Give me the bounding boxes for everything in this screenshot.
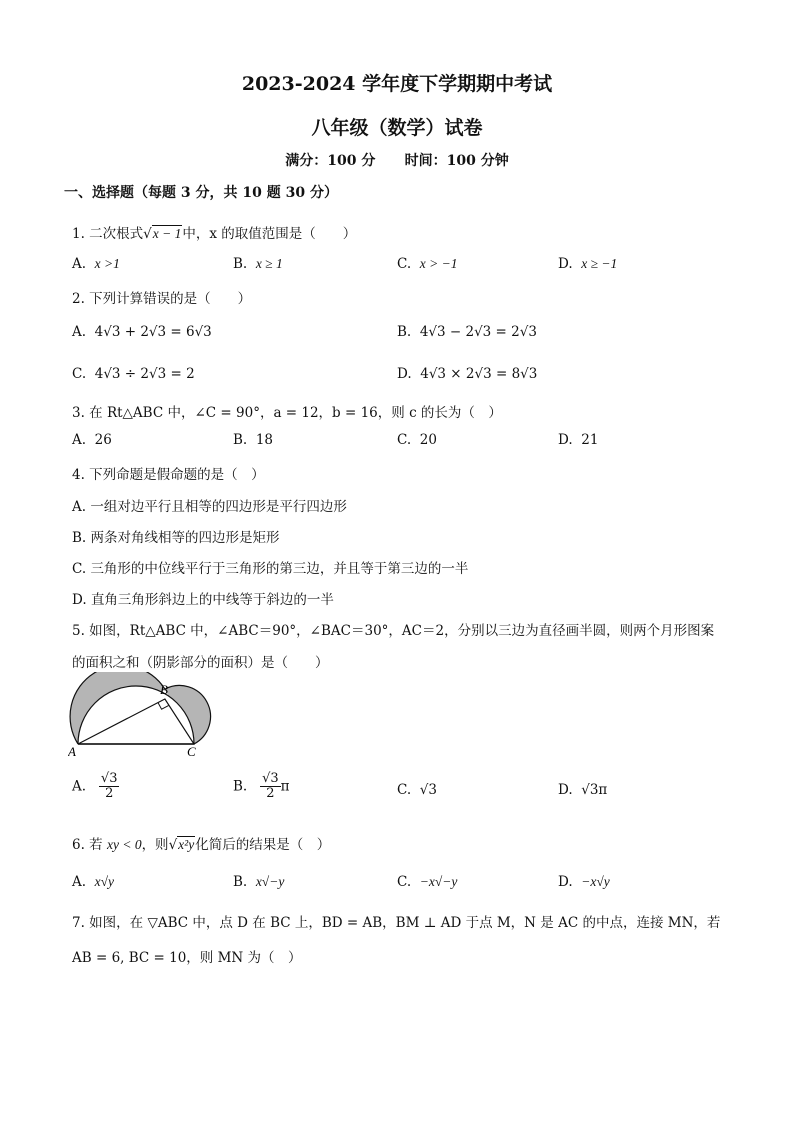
- option-text: x√−y: [255, 874, 285, 889]
- q6-option-c[interactable]: [397, 874, 457, 890]
- option-label: C.: [397, 874, 412, 890]
- option-label: C.: [397, 432, 412, 448]
- q3-option-c[interactable]: [397, 432, 437, 448]
- option-text: 18: [255, 432, 273, 448]
- option-text: 21: [581, 432, 599, 448]
- option-text: x ≥ −1: [581, 256, 618, 271]
- fraction: [260, 772, 281, 802]
- option-label: B.: [233, 256, 248, 272]
- option-text: x >1: [94, 256, 120, 271]
- q6-radical: √x²y: [168, 837, 195, 853]
- option-label: C.: [72, 561, 87, 577]
- option-text: x√y: [94, 874, 115, 889]
- q1-stem-pre: 1. 二次根式: [72, 226, 144, 242]
- q2-option-b[interactable]: [397, 324, 537, 340]
- exam-title: 2023-2024 学年度下学期期中考试: [241, 73, 553, 95]
- option-text: −x√−y: [419, 874, 458, 889]
- triangle-abc: [78, 699, 194, 744]
- q1-option-c[interactable]: [397, 256, 457, 272]
- q6-option-b[interactable]: [233, 874, 284, 890]
- q2-option-c[interactable]: [72, 366, 195, 382]
- fraction-numerator: √3: [100, 771, 118, 786]
- q1-option-b[interactable]: [233, 256, 283, 272]
- q4-option-c[interactable]: [72, 557, 468, 577]
- q5-option-a[interactable]: [72, 772, 119, 802]
- question-5-line2: 的面积之和（阴影部分的面积）是（ ）: [72, 655, 329, 671]
- q1-radicand: x − 1: [152, 226, 182, 241]
- option-text: x ≥ 1: [255, 256, 283, 271]
- option-label: A.: [72, 432, 87, 448]
- fraction-denominator: 2: [105, 786, 114, 802]
- option-text: 4√3 ÷ 2√3 = 2: [94, 366, 195, 382]
- option-label: C.: [397, 782, 412, 798]
- option-label: D.: [558, 256, 573, 272]
- option-label: A.: [72, 499, 87, 515]
- option-text: √3π: [581, 782, 608, 798]
- q3-option-d[interactable]: [558, 432, 598, 448]
- q5-option-c[interactable]: [397, 782, 437, 798]
- q3-option-b[interactable]: [233, 432, 273, 448]
- q2-option-d[interactable]: [397, 366, 537, 382]
- q6-radicand: x²y: [178, 837, 195, 852]
- question-6: [72, 833, 330, 853]
- option-text: 两条对角线相等的四边形是矩形: [90, 530, 280, 546]
- option-text: −x√y: [581, 874, 610, 889]
- q5-option-b[interactable]: [233, 772, 290, 802]
- pi-symbol: π: [280, 778, 290, 795]
- question-2: 2. 下列计算错误的是（ ）: [72, 291, 252, 307]
- option-text: 4√3 + 2√3 = 6√3: [94, 324, 212, 340]
- q3-option-a[interactable]: [72, 432, 112, 448]
- option-label: B.: [233, 432, 248, 448]
- fraction-numerator: √3: [262, 771, 279, 786]
- q6-stem-post: 化简后的结果是（ ）: [195, 837, 331, 853]
- option-text: 三角形的中位线平行于三角形的第三边，并且等于第三边的一半: [90, 561, 469, 577]
- option-label: C.: [397, 256, 412, 272]
- label-a: A: [68, 744, 76, 759]
- section-heading: 一、选择题（每题 3 分，共 10 题 30 分）: [64, 185, 338, 201]
- option-label: D.: [558, 782, 573, 798]
- q6-option-d[interactable]: [558, 874, 610, 890]
- question-1: [72, 222, 356, 242]
- question-5-line1: 5. 如图，Rt△ABC 中，∠ABC＝90°，∠BAC＝30°，AC＝2，分别以三边为直径画半圆，则两个月形图案: [72, 623, 715, 639]
- exam-info: 满分：100 分 时间：100 分钟: [285, 153, 509, 169]
- q4-option-a[interactable]: [72, 495, 347, 515]
- option-text: 20: [419, 432, 437, 448]
- option-label: B.: [233, 778, 248, 795]
- option-label: B.: [72, 530, 87, 546]
- option-text: 4√3 × 2√3 = 8√3: [420, 366, 538, 382]
- question-7-line1: 7. 如图，在 ▽ABC 中，点 D 在 BC 上，BD = AB，BM ⊥ AD 于点 M，N 是 AC 的中点，连接 MN，若: [72, 915, 721, 931]
- exam-subject: 八年级（数学）试卷: [311, 117, 483, 139]
- question-4: 4. 下列命题是假命题的是（ ）: [72, 467, 265, 483]
- q6-stem-mid: ，则: [141, 837, 169, 853]
- option-text: √3: [419, 782, 437, 798]
- q2-option-a[interactable]: [72, 324, 212, 340]
- option-label: A.: [72, 256, 87, 272]
- option-text: 26: [94, 432, 112, 448]
- option-label: D.: [558, 432, 573, 448]
- option-label: A.: [72, 324, 87, 340]
- q4-option-b[interactable]: [72, 526, 280, 546]
- option-label: C.: [72, 366, 87, 382]
- label-b: B: [160, 682, 168, 697]
- option-label: A.: [72, 874, 87, 890]
- option-label: A.: [72, 778, 87, 795]
- option-text: 一组对边平行且相等的四边形是平行四边形: [90, 499, 347, 515]
- option-label: D.: [397, 366, 412, 382]
- q6-stem-pre: 6. 若: [72, 837, 103, 853]
- q1-stem-post: 中，x 的取值范围是（ ）: [182, 226, 357, 242]
- q1-radical: √x − 1: [143, 226, 182, 242]
- q6-option-a[interactable]: [72, 874, 114, 890]
- option-label: D.: [72, 592, 87, 608]
- fraction-denominator: 2: [266, 786, 275, 802]
- q1-option-a[interactable]: [72, 256, 120, 272]
- q6-condition: xy < 0: [106, 837, 142, 852]
- option-text: 4√3 − 2√3 = 2√3: [419, 324, 537, 340]
- q1-option-d[interactable]: [558, 256, 617, 272]
- question-3: 3. 在 Rt△ABC 中，∠C = 90°，a = 12，b = 16，则 c 的长为（ ）: [72, 405, 502, 421]
- option-text: 直角三角形斜边上的中线等于斜边的一半: [90, 592, 334, 608]
- option-label: D.: [558, 874, 573, 890]
- option-text: x > −1: [419, 256, 458, 271]
- question-7-line2: AB = 6, BC = 10，则 MN 为（ ）: [72, 950, 302, 966]
- q5-option-d[interactable]: [558, 782, 607, 798]
- option-label: B.: [397, 324, 412, 340]
- option-label: B.: [233, 874, 248, 890]
- q4-option-d[interactable]: [72, 588, 334, 608]
- label-c: C: [187, 744, 196, 759]
- q5-figure: [68, 672, 218, 762]
- fraction: [99, 772, 120, 802]
